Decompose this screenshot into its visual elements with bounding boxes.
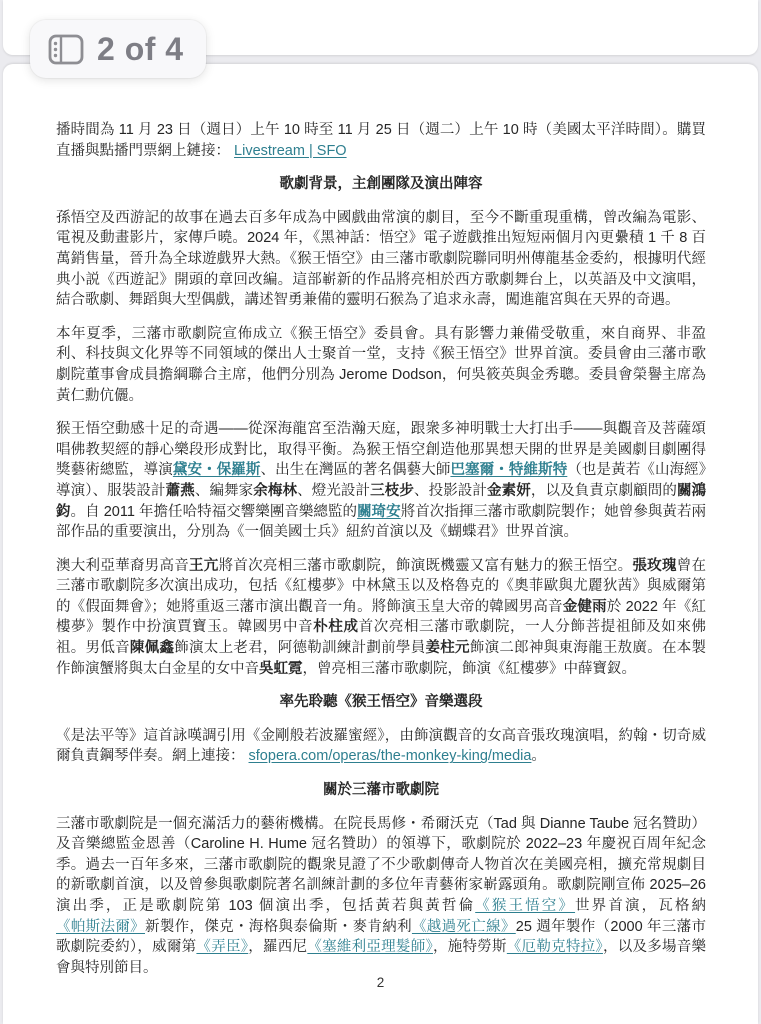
text-run: 金健雨: [562, 598, 607, 615]
text-run: 澳大利亞華裔男高音: [56, 557, 190, 574]
text-run: 曾在三藩市歌劇院多次演出成功，包括《紅樓夢》中林黛玉以及格魯克的《奧菲歐與尤麗狄茜》與威爾第的《假面舞會》；她將重返三藩市演出觀音一角。將飾演玉皇大帝的韓國男高音: [56, 557, 707, 615]
text-run: 本年夏季，三藩市歌劇院宣佈成立《猴王悟空》委員會。具有影響力兼備受敬重，來自商界、非盈利、科技與文化界等不同領域的傑出人士聚首一堂，支持《猴王悟空》世界首演。委員會由三藩市歌劇院董事會成員擔綱聯合主席，他們分別為 Jerome Dodson，何吳筱英與金秀聰。委員會榮譽主席為黃仁勳伉儷。: [56, 325, 706, 404]
text-run: ，羅西尼: [248, 939, 308, 956]
text-run: 飾演二郎神與東海龍王敖廣。在本製作飾演蟹將與太白金星的女中音: [56, 640, 707, 677]
doc-link[interactable]: 《厄勒克特拉》: [506, 939, 603, 956]
text-run: 金素妍: [487, 482, 531, 499]
text-run: ，曾亮相三藩市歌劇院，飾演《紅樓夢》中薛寶釵。: [302, 660, 636, 677]
text-run: 三枝步: [370, 482, 414, 499]
paragraph: [56, 419, 706, 543]
text-run: 於 2022 年《紅樓夢》製作中扮演賈寶玉。韓國男中音: [56, 598, 707, 636]
section-heading: [56, 780, 706, 801]
document-page: [3, 64, 758, 1024]
document-content: [3, 64, 758, 978]
text-run: 世界首演，瓦格納: [575, 898, 707, 914]
text-run: 朴柱成: [313, 619, 359, 636]
text-run: 余梅林: [253, 482, 298, 499]
doc-link[interactable]: 巴塞爾・特維斯特: [450, 462, 568, 479]
text-run: 、投影設計: [413, 482, 488, 499]
text-run: 姜柱元: [425, 640, 470, 657]
text-run: ，施特勞斯: [432, 939, 507, 956]
text-run: 將首次亮相三藩市歌劇院，飾演既機靈又富有魅力的猴王悟空。: [218, 557, 633, 574]
text-run: 25 週年製作（2000 年三藩市歌劇院委約），威爾第: [56, 918, 706, 956]
text-run: 率先聆聽《猴王悟空》音樂選段: [279, 694, 483, 711]
text-run: 、燈光設計: [297, 482, 371, 499]
doc-link[interactable]: 《帕斯法爾》: [56, 918, 145, 935]
paragraph: [56, 814, 706, 979]
text-run: 歌劇背景，主創團隊及演出陣容: [279, 176, 483, 193]
text-run: 首次亮相三藩市歌劇院，一人分飾菩提祖師及如來佛祖。男低音: [56, 619, 707, 657]
section-heading: [56, 692, 706, 713]
text-run: 播時間為 11 月 23 日（週日）上午 10 時至 11 月 25 日（週二）上午 10 時（美國太平洋時間）。購買直播與點播門票網上鏈接：: [56, 122, 706, 159]
text-run: 。: [531, 748, 546, 765]
text-run: 將首次指揮三藩市歌劇院製作；她曾參與黃若兩部作品的重要演出，分別為《一個美國士兵》紐約首演以及《蝴蝶君》世界首演。: [56, 503, 706, 541]
text-run: 關鴻鈞: [56, 482, 707, 520]
doc-link[interactable]: 黛安・保羅斯: [172, 462, 261, 479]
page-indicator-badge[interactable]: [30, 20, 206, 78]
text-run: 《是法平等》這首詠嘆調引用《金剛般若波羅蜜經》，由飾演觀音的女高音張玫瑰演唱，約翰・切奇威爾負責鋼琴伴奏。網上連接：: [56, 727, 706, 765]
text-run: 孫悟空及西游記的故事在過去百多年成為中國戲曲常演的劇目，至今不斷重現重構，曾改編為電影、電視及動畫影片，家傳戶曉。2024 年，《黑神話：悟空》電子遊戲推出短短兩個月內更纍積 1 千 8 百萬銷售量，晉升為全球遊戲界大熱。《猴王悟空》由三藩市歌劇院聯同明州傳龍基金委約，根據明代經典小説《西遊記》開頭的章回改編。這部嶄新的作品將亮相於西方歌劇舞台上，以英語及中文演唱，結合歌劇、舞蹈與大型偶戲，講述智勇兼備的靈明石猴為了追求永壽，闖進龍宮與在天界的奇遇。: [56, 209, 706, 309]
text-run: ，以及多場音樂會與特別節目。: [56, 939, 707, 976]
text-run: （也是黃若《山海經》導演）、服裝設計: [56, 462, 707, 499]
text-run: 。自 2011 年擔任哈特福交響樂團音樂總監的: [70, 503, 358, 520]
section-heading: [56, 174, 706, 195]
text-run: 猴王悟空動感十足的奇遇——從深海龍宮至浩瀚天庭，跟衆多神明戰士大打出手——與觀音及菩薩頌唱佛教契經的靜心樂段形成對比，取得平衡。為猴王悟空創造他那異想天開的世界是美國劇目劇團得獎藝術總監，導演: [56, 421, 706, 479]
pages-sidebar-icon: [48, 34, 84, 65]
text-run: ，以及負責京劇顧問的: [530, 482, 677, 499]
text-run: 、出生在灣區的著名偶藝大師: [260, 462, 451, 479]
text-run: 吳虹霓: [259, 660, 303, 677]
page-number: 2: [376, 975, 385, 990]
page-indicator-label: 2 of 4: [97, 30, 184, 67]
doc-link[interactable]: 關琦安: [357, 503, 401, 520]
paragraph: [56, 208, 706, 311]
text-run: 陳佩鑫: [129, 640, 175, 657]
text-run: 飾演太上老君，阿德勒訓練計劃前學員: [174, 640, 426, 657]
paragraph: [56, 324, 706, 406]
text-run: 張玫瑰: [632, 557, 677, 574]
doc-link[interactable]: 《猴王悟空》: [475, 898, 576, 914]
doc-link[interactable]: 《弄臣》: [196, 939, 249, 956]
paragraph: [56, 726, 706, 767]
doc-link[interactable]: Livestream | SFO: [234, 142, 347, 159]
paragraph: [56, 556, 706, 680]
doc-link[interactable]: 《越過死亡線》: [411, 918, 516, 935]
text-run: 關於三藩市歌劇院: [323, 782, 439, 799]
text-run: 蕭燕: [165, 482, 195, 499]
text-run: 王亢: [189, 557, 219, 574]
doc-link[interactable]: 《塞維利亞理髮師》: [307, 939, 433, 956]
text-run: 新製作，傑克・海格與泰倫斯・麥肯納利: [144, 918, 412, 935]
doc-link[interactable]: sfopera.com/operas/the-monkey-king/media: [248, 748, 532, 765]
text-run: 、編舞家: [194, 482, 254, 499]
text-run: 三藩市歌劇院是一個充滿活力的藝術機構。在院長馬修・希爾沃克（Tad 與 Dianne Taube 冠名贊助）及音樂總監金恩善（Caroline H. Hume 冠名贊助）的領導下，歌劇院於 2022–23 年慶祝百周年紀念季。過去一百年多來，三藩市歌劇院的觀衆見證了不少歌劇傳奇人物首次在美國亮相，擴充常規劇目的新歌劇首演，以及曾參與歌劇院著名訓練計劃的多位年青藝術家嶄露頭角。歌劇院剛宣佈 2025–26 演出季，正是歌劇院第 103 個演出季，包括黃若與黃哲倫: [56, 815, 706, 914]
paragraph: [56, 120, 706, 161]
